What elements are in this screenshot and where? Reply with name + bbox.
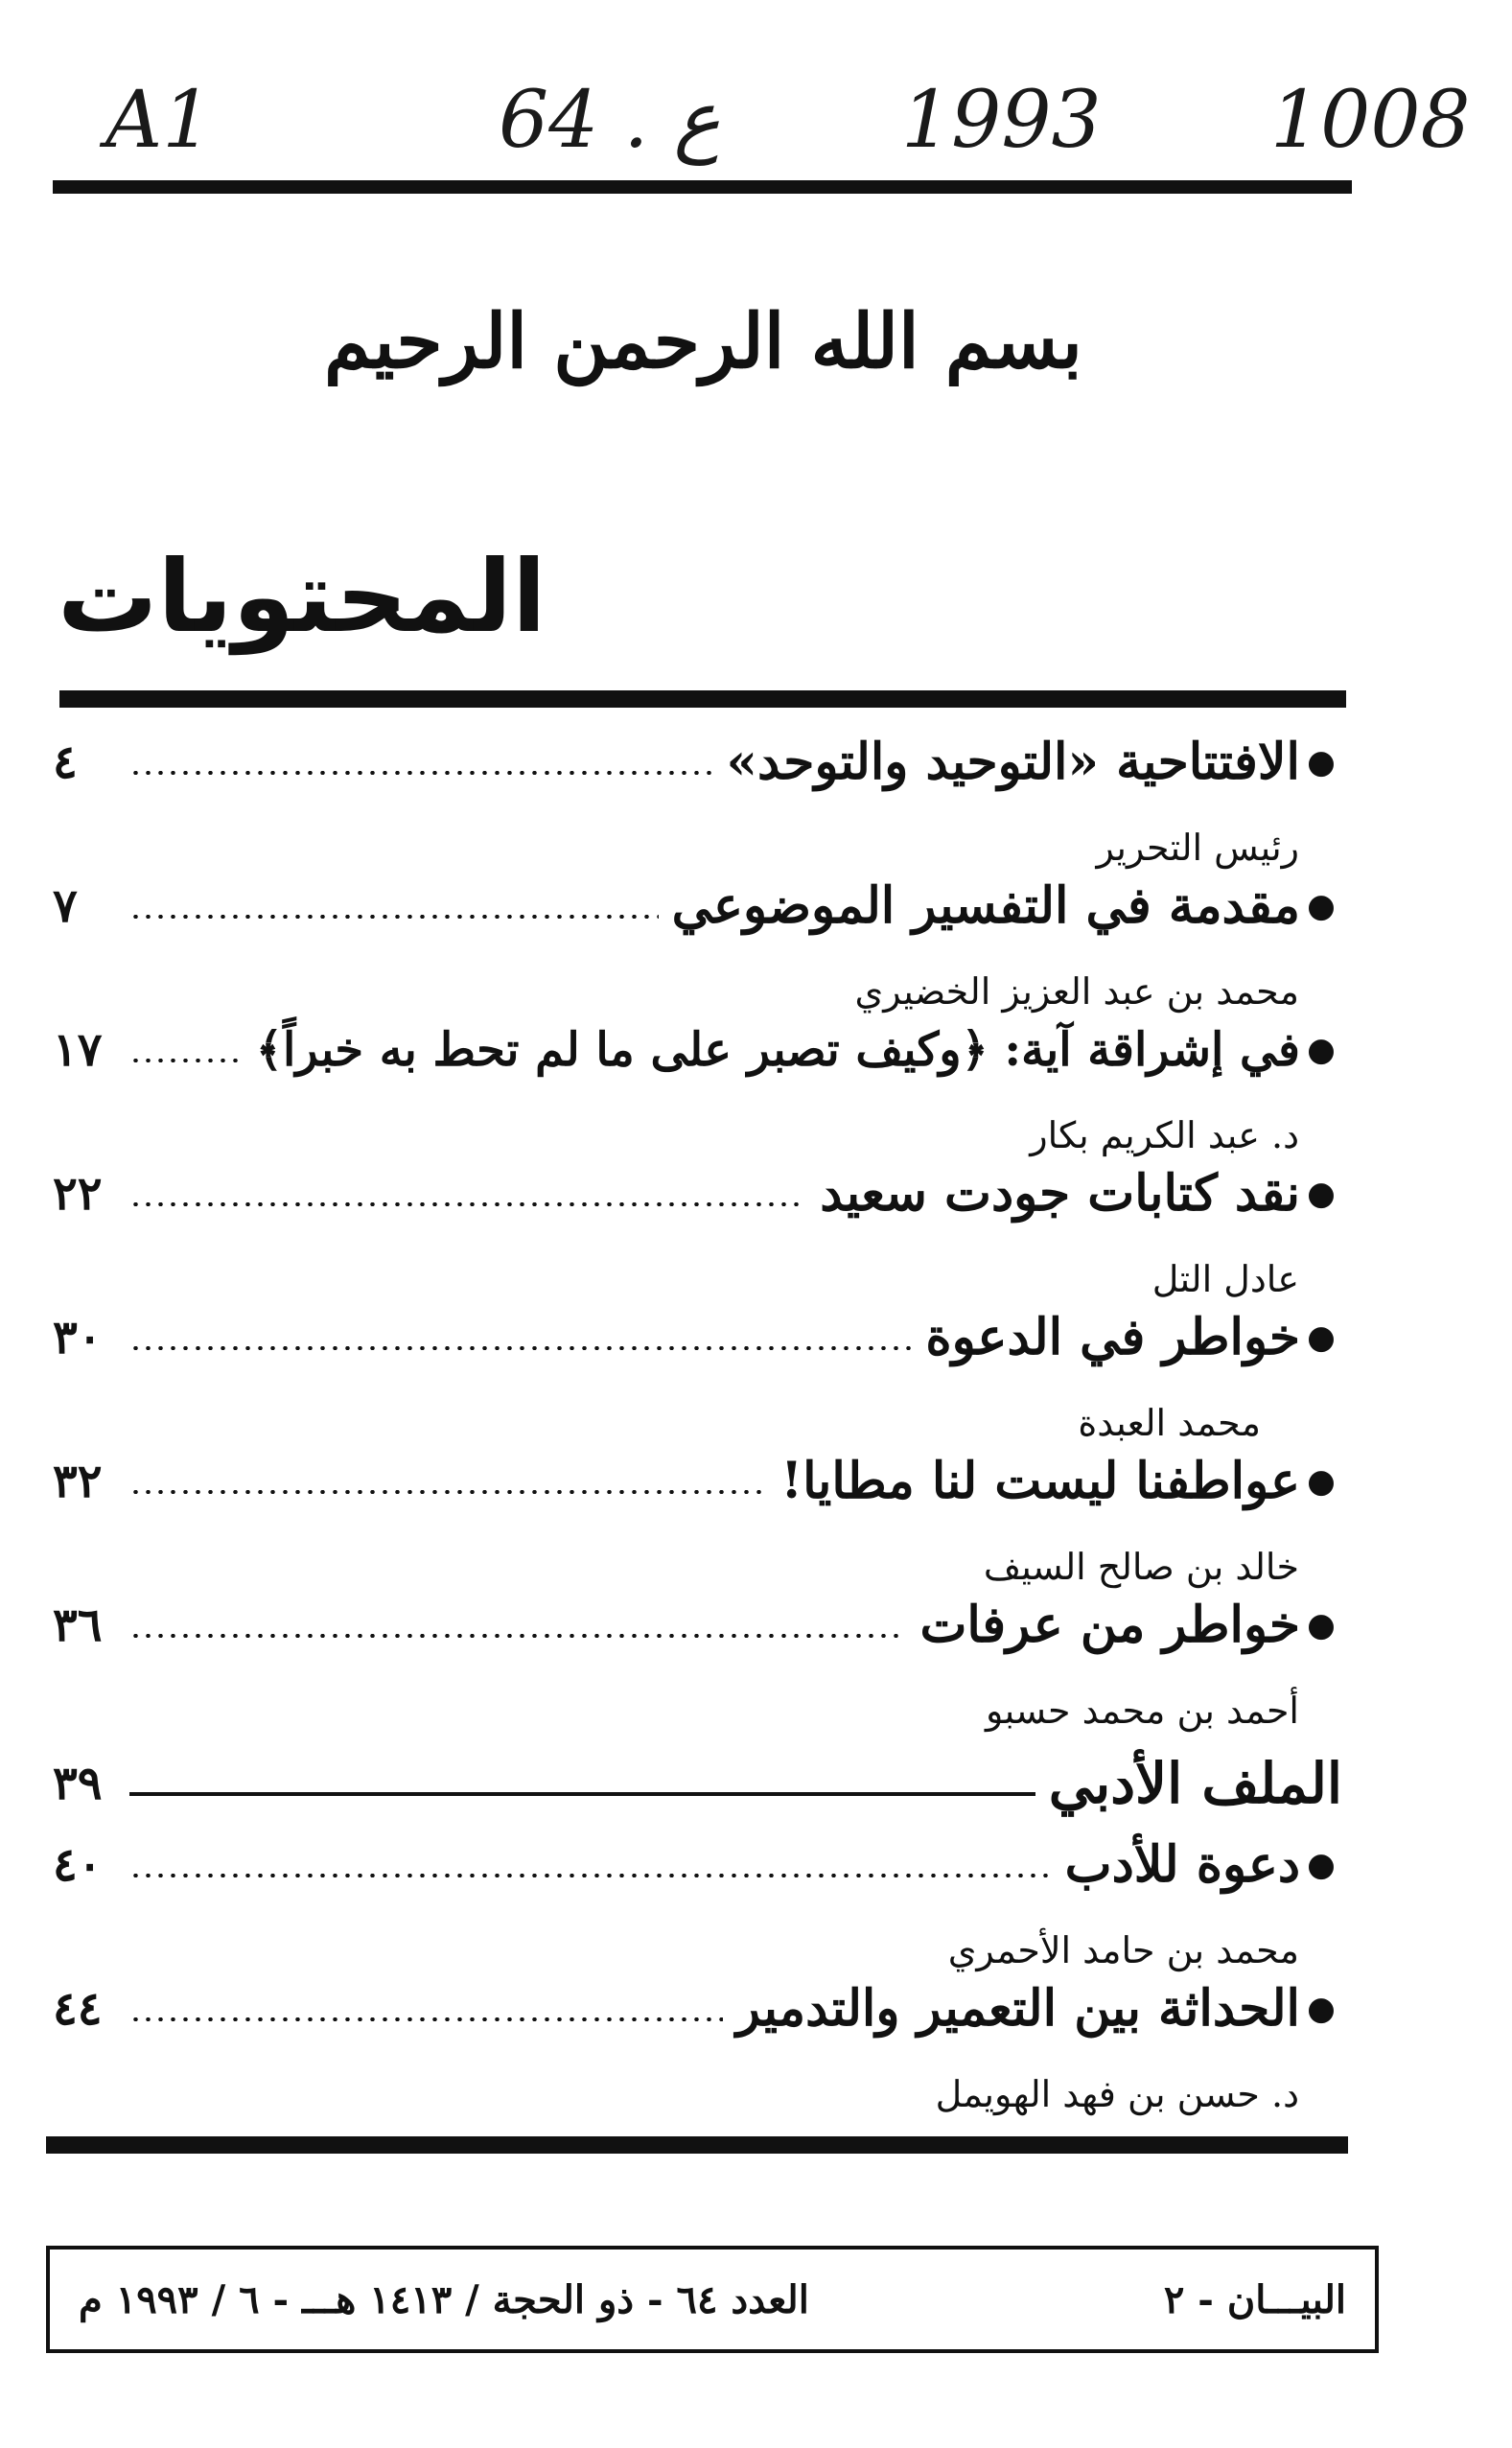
toc-title: خواطر من عرفات [919, 1596, 1300, 1654]
dot-leader [129, 915, 659, 919]
dot-leader [129, 1634, 906, 1638]
toc-title: عواطفنا ليست لنا مطايا! [780, 1452, 1300, 1510]
toc-entry[interactable] [53, 1592, 1342, 1659]
toc-page: ٣٦ [53, 1598, 103, 1652]
page-title: المحتويات [58, 538, 547, 655]
toc-section-heading[interactable] [53, 1750, 1342, 1817]
toc-entry[interactable] [53, 1016, 1342, 1084]
toc-title: دعوة للأدب [1064, 1835, 1300, 1894]
toc-entry[interactable] [53, 1304, 1342, 1371]
footer-magazine-page: البيـــان - ٢ [1163, 2276, 1346, 2322]
bullet-icon: ● [1307, 1318, 1336, 1357]
toc-author: محمد بن عبد العزيز الخضيري [854, 970, 1299, 1013]
toc-author: د. عبد الكريم بكار [1030, 1114, 1299, 1156]
page-footer [46, 2246, 1379, 2353]
bottom-rule [46, 2136, 1348, 2154]
toc-page: ٤ [53, 735, 78, 789]
bullet-icon: ● [1307, 1031, 1336, 1069]
toc-page: ٧ [53, 879, 78, 933]
toc-entry[interactable] [53, 1160, 1342, 1227]
bullet-icon: ● [1307, 887, 1336, 925]
basmala: بسم الله الرحمن الرحيم [323, 298, 1083, 385]
handwritten-ref: A1 [105, 75, 213, 166]
top-rule [53, 180, 1352, 194]
toc-author: خالد بن صالح السيف [983, 1546, 1299, 1588]
toc-page: ٤٠ [53, 1838, 103, 1892]
toc-author: رئيس التحرير [1096, 827, 1299, 869]
bullet-icon: ● [1307, 1990, 1336, 2028]
toc-page: ٣٠ [53, 1311, 103, 1364]
dot-leader [129, 1202, 806, 1206]
toc-page: ١٧ [53, 1023, 103, 1077]
solid-leader [129, 1792, 1035, 1796]
toc-entry[interactable] [53, 1831, 1342, 1899]
toc-title: نقد كتابات جودت سعيد [820, 1164, 1300, 1223]
toc-title: الحداثة بين التعمير والتدمير [735, 1979, 1300, 2038]
toc-page: ٤٤ [53, 1982, 103, 2036]
bullet-icon: ● [1307, 1462, 1336, 1501]
bullet-icon: ● [1307, 1175, 1336, 1213]
section-title: الملف الأدبي [1048, 1751, 1342, 1816]
toc-author: محمد العبدة [1078, 1402, 1261, 1444]
footer-issue-date: العدد ٦٤ - ذو الحجة / ١٤١٣ هـــ - ٦ / ١٩٩٣ م [79, 2276, 809, 2322]
toc-entry[interactable] [53, 873, 1342, 940]
handwritten-number: 1008 [1270, 75, 1471, 166]
bullet-icon: ● [1307, 1606, 1336, 1644]
dot-leader [129, 1874, 1052, 1877]
toc-page: ٣٢ [53, 1455, 103, 1508]
dot-leader [129, 1490, 767, 1494]
toc-author: محمد بن حامد الأحمري [947, 1929, 1299, 1971]
toc-author: د. حسن بن فهد الهويمل [935, 2073, 1299, 2115]
toc-entry[interactable] [53, 1975, 1342, 2042]
title-rule [59, 690, 1346, 708]
dot-leader [129, 771, 713, 775]
dot-leader [129, 1346, 912, 1350]
dot-leader [129, 2017, 723, 2021]
handwritten-issue: 64 . ع [499, 75, 721, 166]
toc-title: الافتتاحية «التوحيد والتوحد» [726, 733, 1300, 791]
toc-title: مقدمة في التفسير الموضوعي [671, 876, 1300, 935]
toc-author: أحمد بن محمد حسبو [986, 1690, 1299, 1732]
dot-leader [129, 1059, 243, 1062]
toc-page: ٢٢ [53, 1167, 103, 1221]
handwritten-year: 1993 [901, 75, 1102, 166]
toc-title: في إشراقة آية: ﴿وكيف تصبر على ما لم تحط به خبراً﴾ [255, 1023, 1300, 1077]
toc-title: خواطر في الدعوة [925, 1308, 1300, 1366]
section-page: ٣٩ [53, 1757, 103, 1810]
bullet-icon: ● [1307, 743, 1336, 781]
toc-author: عادل التل [1151, 1258, 1299, 1300]
bullet-icon: ● [1307, 1846, 1336, 1884]
toc-entry[interactable] [53, 729, 1342, 796]
toc-entry[interactable] [53, 1448, 1342, 1515]
